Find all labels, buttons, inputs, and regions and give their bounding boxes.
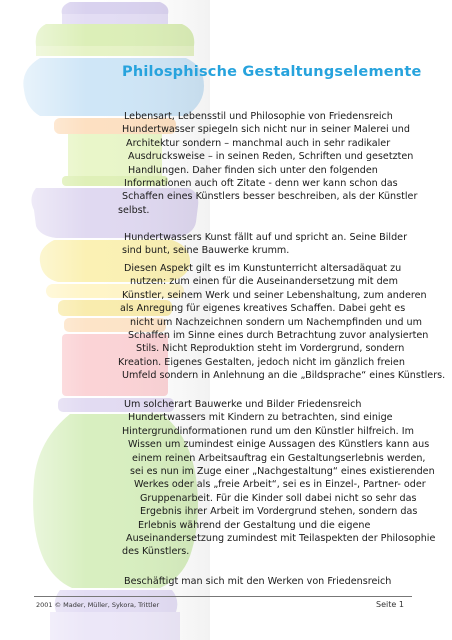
text-line: Gruppenarbeit. Für die Kinder soll dabei nicht so sehr das <box>140 492 417 504</box>
text-line: Ausdrucksweise – in seinen Reden, Schriften und gesetzten <box>128 151 414 163</box>
text-line: Hundertwasser spiegeln sich nicht nur in seiner Malerei und <box>122 124 410 136</box>
page-number: Seite 1 <box>376 600 404 609</box>
text-line: nicht um Nachzeichnen sondern um Nachempfinden und um <box>130 316 422 328</box>
text-line: Umfeld sondern in Anlehnung an die „Bildsprache“ eines Künstlers. <box>122 370 446 382</box>
text-line: Wissen um zumindest einige Aussagen des Künstlers kann aus <box>128 439 430 451</box>
text-line: Hundertwassers Kunst fällt auf und spricht an. Seine Bilder <box>124 232 408 243</box>
text-line: Werkes oder als „freie Arbeit“, sei es in Einzel-, Partner- oder <box>134 479 426 491</box>
text-line: Auseinandersetzung zumindest mit Teilaspekten der Philosophie <box>126 533 436 544</box>
text-line: Handlungen. Daher finden sich unter den folgenden <box>128 164 378 176</box>
text-line: Schaffen im Sinne eines durch Betrachtung zuvor analysierten <box>128 330 429 341</box>
text-line: als Anregung für eigenes kreatives Schaffen. Dabei geht es <box>120 303 406 315</box>
text-line: Lebensart, Lebensstil und Philosophie von Friedensreich <box>124 111 393 122</box>
footer-divider <box>34 596 412 597</box>
text-line: Hintergrundinformationen rund um den Künstler hilfreich. Im <box>122 425 414 437</box>
text-line: Erlebnis während der Gestaltung und die eigene <box>138 519 371 531</box>
text-line: Architektur sondern – manchmal auch in sehr radikaler <box>126 137 391 149</box>
text-line: sei es nun im Zuge einer „Nachgestaltung“ eines existierenden <box>130 466 435 477</box>
text-line: Um solcherart Bauwerke und Bilder Friedensreich <box>124 399 362 410</box>
text-line: Stils. Nicht Reproduktion steht im Vordergrund, sondern <box>136 343 405 355</box>
text-line: Informationen auch oft Zitate - denn wer kann schon das <box>124 178 398 189</box>
text-line: Ergebnis ihrer Arbeit im Vordergrund stehen, sondern das <box>140 506 418 518</box>
text-line: Schaffen eines Künstlers besser beschreiben, als der Künstler <box>122 191 418 203</box>
text-line: Kreation. Eigenes Gestalten, jedoch nicht im gänzlich freien <box>118 356 405 368</box>
text-line: selbst. <box>118 204 150 216</box>
text-line: Künstler, seinem Werk und seiner Lebenshaltung, zum anderen <box>122 289 427 301</box>
text-line: Beschäftigt man sich mit den Werken von Friedensreich <box>124 576 392 587</box>
page-title: Philosphische Gestaltungselemente <box>122 64 422 80</box>
text-line: Diesen Aspekt gilt es im Kunstunterricht altersadäquat zu <box>124 263 402 274</box>
text-line: einem reinen Arbeitsauftrag ein Gestaltungserlebnis werden, <box>132 452 426 464</box>
text-line: sind bunt, seine Bauwerke krumm. <box>122 245 290 257</box>
footer-credit: 2001 © Mader, Müller, Sykora, Trittler <box>36 601 160 609</box>
text-line: Hundertwassers mit Kindern zu betrachten, sind einige <box>128 412 393 424</box>
text-line: des Künstlers. <box>122 546 190 558</box>
text-line: nutzen: zum einen für die Auseinandersetzung mit dem <box>130 276 398 288</box>
